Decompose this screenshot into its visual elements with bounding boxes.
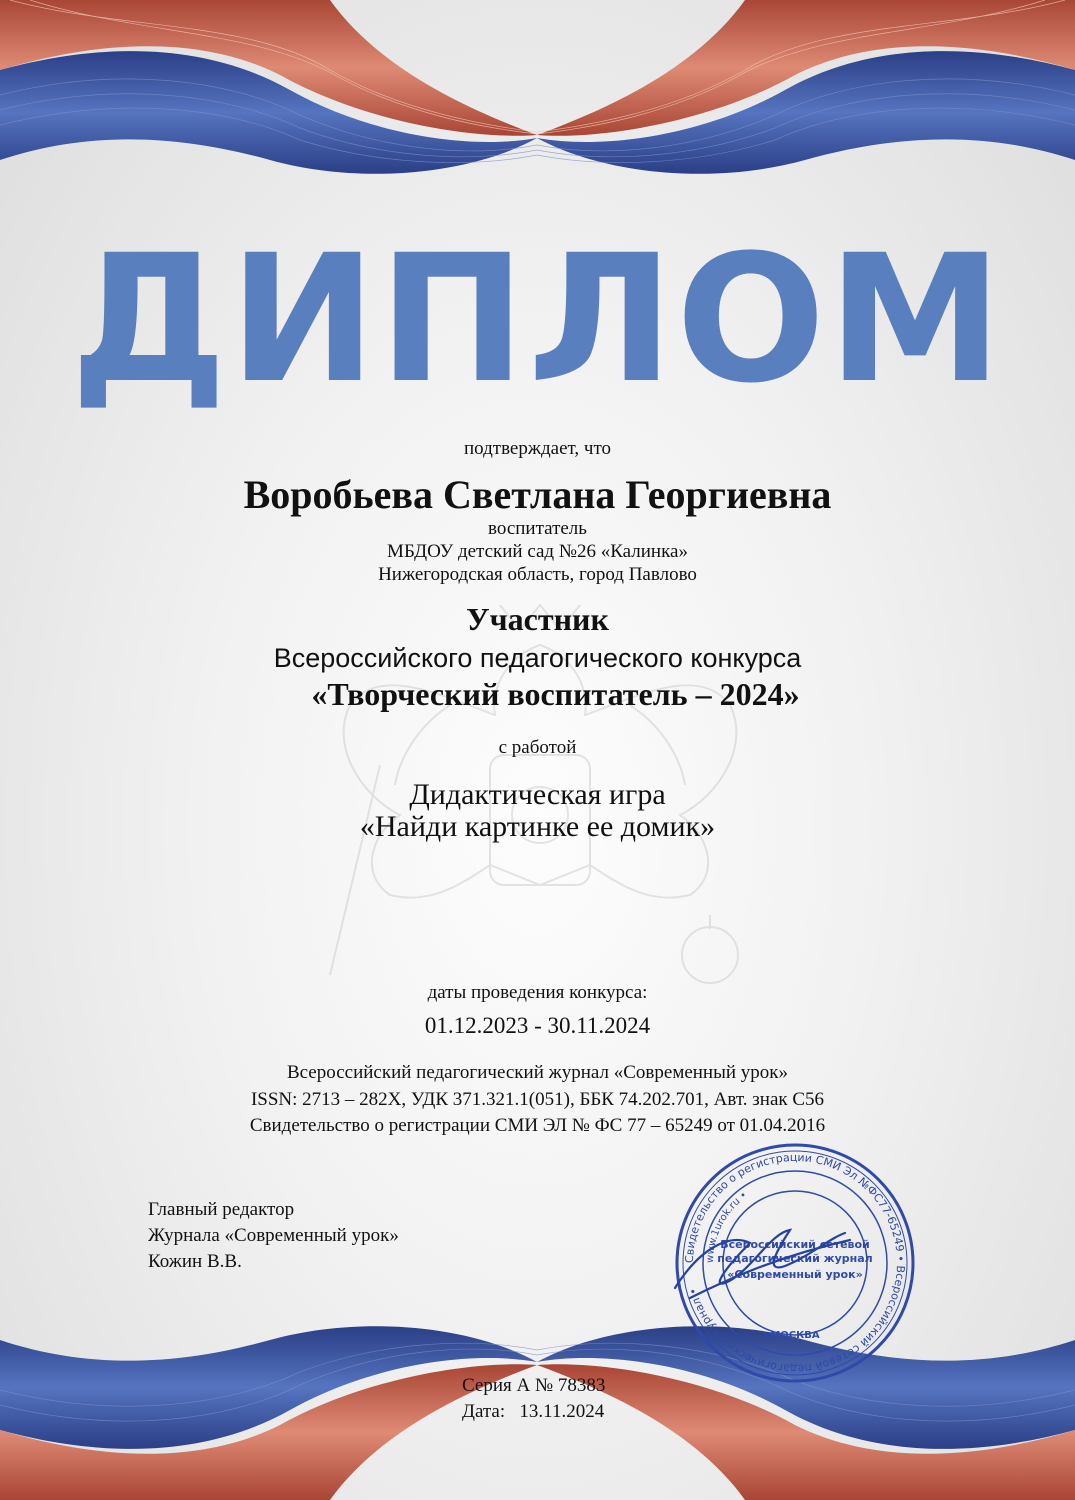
dates-value: 01.12.2023 - 30.11.2024	[424, 1013, 651, 1038]
stamp-city: МОСКВА	[770, 1330, 820, 1341]
series-number: Серия А № 78383	[462, 1375, 606, 1396]
work-title-line1: Дидактическая игра	[409, 778, 666, 811]
stamp-outer-text: Свидетельство о регистрации СМИ Эл №ФС77-65249 • Всероссийский сетевой педагогический журнал •	[682, 1150, 908, 1376]
confirms-text: подтверждает, что	[463, 438, 612, 459]
issue-date: Дата: 13.11.2024	[462, 1401, 605, 1422]
work-intro: с работой	[498, 737, 577, 758]
stamp-center-line2: педагогический журнал	[717, 1252, 873, 1265]
recipient-organization: МБДОУ детский сад №26 «Калинка»	[387, 541, 688, 562]
journal-line1: Всероссийский педагогический журнал «Современный урок»	[286, 1062, 789, 1083]
recipient-position: воспитатель	[488, 518, 587, 539]
work-title-line2: «Найди картинке ее домик»	[359, 810, 716, 843]
diploma-title: ДИПЛОМ	[70, 217, 1005, 422]
award-title: Участник	[466, 601, 609, 637]
journal-line3: Свидетельство о регистрации СМИ ЭЛ № ФС 77 – 65249 от 01.04.2016	[249, 1115, 826, 1136]
editor-line3: Кожин В.В.	[148, 1251, 242, 1272]
stamp-inner-text: www.1urok.ru •	[704, 1189, 750, 1264]
recipient-location: Нижегородская область, город Павлово	[378, 564, 697, 585]
recipient-name: Воробьева Светлана Георгиевна	[243, 472, 832, 517]
contest-description: Всероссийского педагогического конкурса	[273, 643, 802, 673]
editor-line2: Журнала «Современный урок»	[148, 1225, 399, 1246]
journal-stamp	[670, 1138, 920, 1388]
stamp-center-line1: Всероссийский сетевой	[720, 1238, 870, 1251]
stamp-center-line3: «Современный урок»	[727, 1268, 863, 1281]
journal-line2: ISSN: 2713 – 282X, УДК 371.321.1(051), ББК 74.202.701, Авт. знак С56	[250, 1089, 825, 1110]
dates-label: даты проведения конкурса:	[427, 982, 648, 1003]
editor-line1: Главный редактор	[148, 1199, 295, 1220]
contest-name: «Творческий воспитатель – 2024»	[311, 676, 800, 712]
